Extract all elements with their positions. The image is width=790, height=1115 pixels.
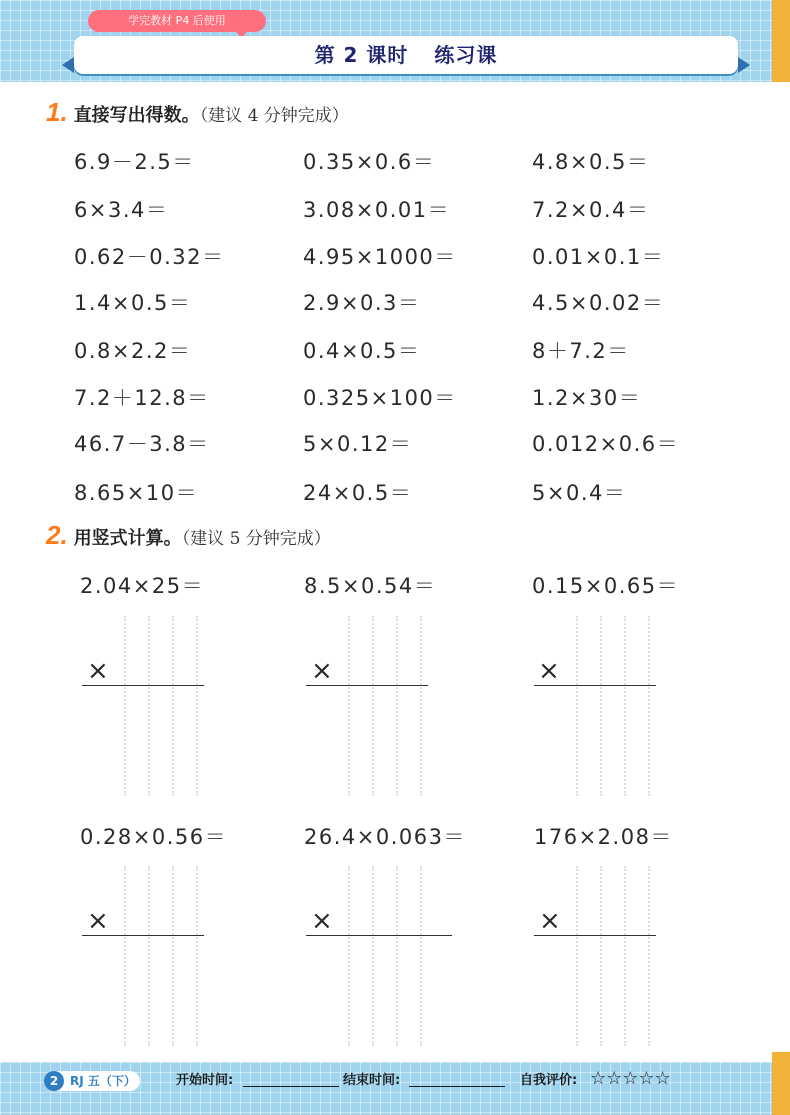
oral-problem: 5×0.4＝: [532, 481, 627, 505]
multiply-sign: ×: [87, 656, 109, 686]
multiply-sign: ×: [311, 906, 333, 936]
vertical-problem: 26.4×0.063＝: [304, 825, 466, 849]
oral-problem: 2.9×0.3＝: [303, 291, 421, 315]
answer-line: [306, 685, 428, 686]
oral-problem: 8＋7.2＝: [532, 339, 630, 363]
start-time-label: 开始时间:: [176, 1073, 234, 1088]
page-number: 2: [44, 1071, 64, 1091]
page-edge-tab: [772, 1052, 790, 1115]
section-1-note: （建议 4 分钟完成）: [199, 106, 349, 126]
oral-problem: 0.325×100＝: [303, 386, 457, 410]
page-title: [74, 36, 738, 74]
section-2-note: （建议 5 分钟完成）: [181, 529, 331, 549]
oral-problem: 0.01×0.1＝: [532, 245, 665, 269]
answer-line: [82, 935, 204, 936]
vertical-problem: 2.04×25＝: [80, 574, 205, 598]
multiply-sign: ×: [87, 906, 109, 936]
oral-problem: 0.35×0.6＝: [303, 150, 436, 174]
oral-problem: 3.08×0.01＝: [303, 198, 451, 222]
section-1-heading: [46, 97, 349, 128]
oral-problem: 24×0.5＝: [303, 481, 413, 505]
vertical-problem: 8.5×0.54＝: [304, 574, 437, 598]
end-time-field[interactable]: [409, 1086, 505, 1087]
multiply-sign: ×: [539, 906, 561, 936]
oral-problem: 4.8×0.5＝: [532, 150, 650, 174]
start-time-field[interactable]: [243, 1086, 339, 1087]
oral-problem: 0.8×2.2＝: [74, 339, 192, 363]
oral-problem: 6×3.4＝: [74, 198, 169, 222]
multiply-sign: ×: [311, 656, 333, 686]
section-1-title: 直接写出得数。: [73, 105, 200, 126]
oral-problem: 8.65×10＝: [74, 481, 199, 505]
vertical-problem: 176×2.08＝: [534, 825, 673, 849]
section-1-number: 1.: [46, 97, 68, 127]
oral-problem: 7.2＋12.8＝: [74, 386, 210, 410]
multiply-sign: ×: [538, 656, 560, 686]
oral-problem: 4.95×1000＝: [303, 245, 457, 269]
self-rating-label: 自我评价:: [520, 1073, 578, 1088]
oral-problem: 5×0.12＝: [303, 432, 413, 456]
topic-label: 练习课: [434, 43, 498, 67]
answer-line: [82, 685, 204, 686]
book-code: RJ 五（下）: [70, 1074, 136, 1088]
answer-line: [306, 935, 452, 936]
oral-problem: 4.5×0.02＝: [532, 291, 665, 315]
oral-problem: 46.7－3.8＝: [74, 432, 210, 456]
vertical-problem: 0.15×0.65＝: [532, 574, 680, 598]
end-time-label: 结束时间:: [343, 1073, 401, 1088]
answer-line: [534, 685, 656, 686]
answer-line: [534, 935, 656, 936]
section-2-title: 用竖式计算。: [73, 528, 182, 549]
oral-problem: 0.012×0.6＝: [532, 432, 680, 456]
page-edge-tab: [772, 0, 790, 82]
oral-problem: 0.4×0.5＝: [303, 339, 421, 363]
oral-problem: 7.2×0.4＝: [532, 198, 650, 222]
vertical-problem: 0.28×0.56＝: [80, 825, 228, 849]
oral-problem: 0.62－0.32＝: [74, 245, 225, 269]
usage-tag: 学完教材 P4 后使用: [88, 10, 266, 32]
oral-problem: 6.9－2.5＝: [74, 150, 195, 174]
section-2-heading: [46, 520, 331, 551]
oral-problem: 1.2×30＝: [532, 386, 642, 410]
oral-problem: 1.4×0.5＝: [74, 291, 192, 315]
lesson-label: 第 2 课时: [314, 43, 409, 67]
rating-stars[interactable]: ☆☆☆☆☆: [590, 1068, 671, 1089]
section-2-number: 2.: [46, 520, 68, 550]
